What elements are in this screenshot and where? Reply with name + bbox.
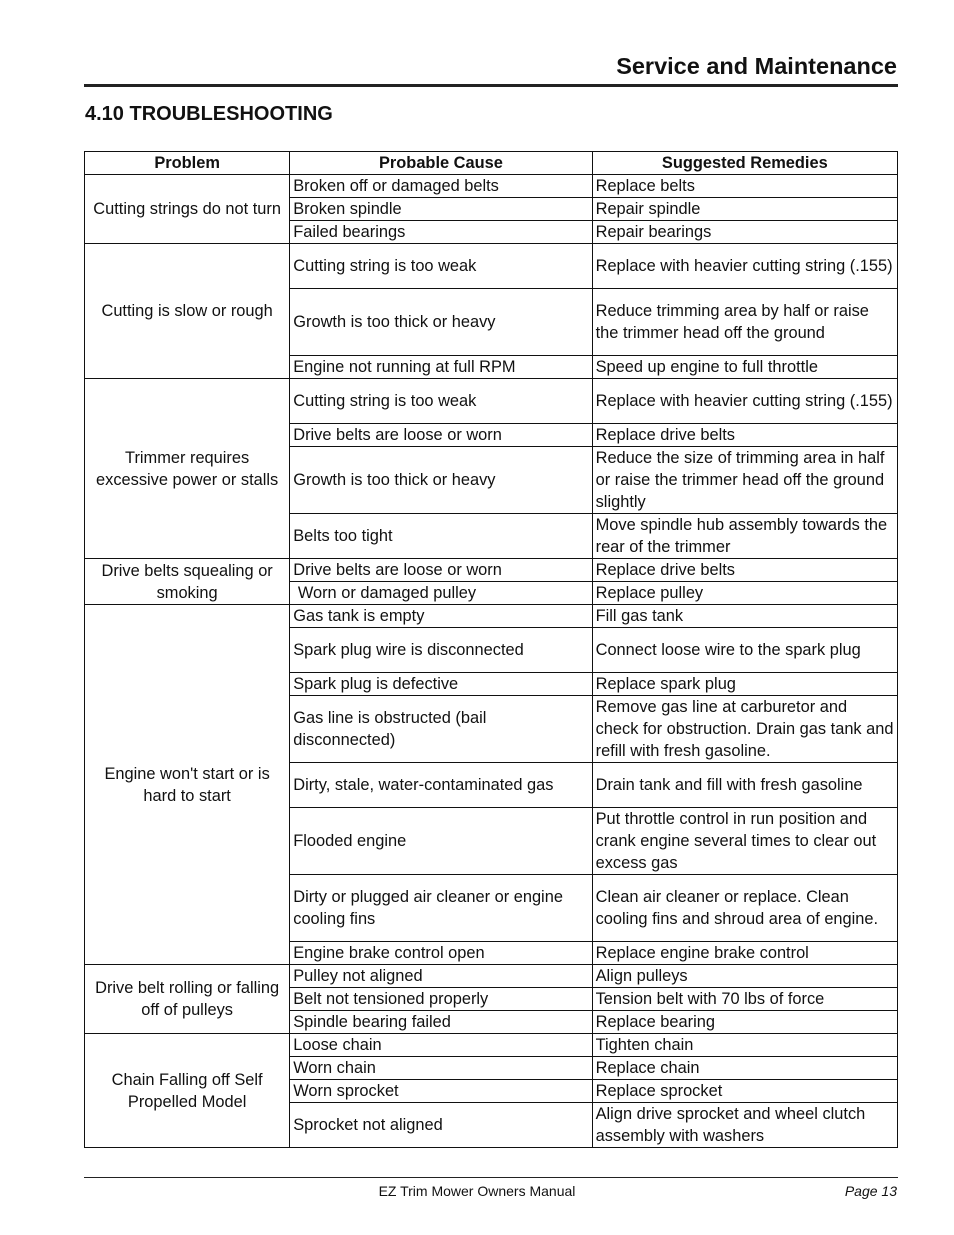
table-body — [85, 175, 898, 1148]
remedy-cell: Replace chain — [592, 1057, 897, 1080]
cause-cell: Loose chain — [290, 1034, 592, 1057]
remedy-cell: Connect loose wire to the spark plug — [592, 628, 897, 673]
cause-cell: Growth is too thick or heavy — [290, 447, 592, 514]
footer-page-number: Page 13 — [844, 1183, 897, 1199]
remedy-cell: Repair spindle — [592, 198, 897, 221]
cause-cell: Cutting string is too weak — [290, 379, 592, 424]
remedy-cell: Replace bearing — [592, 1011, 897, 1034]
cause-cell: Dirty or plugged air cleaner or engine cooling fins — [290, 875, 592, 942]
problem-cell: Trimmer requires excessive power or stalls — [85, 379, 290, 559]
remedy-cell: Put throttle control in run position and crank engine several times to clear out excess gas — [592, 808, 897, 875]
cause-cell: Growth is too thick or heavy — [290, 289, 592, 356]
remedy-cell: Tighten chain — [592, 1034, 897, 1057]
remedy-cell: Replace drive belts — [592, 559, 897, 582]
remedy-cell: Speed up engine to full throttle — [592, 356, 897, 379]
cause-cell: Drive belts are loose or worn — [290, 559, 592, 582]
remedy-cell: Move spindle hub assembly towards the rear of the trimmer — [592, 514, 897, 559]
remedy-cell: Align drive sprocket and wheel clutch assembly with washers — [592, 1103, 897, 1148]
cause-cell: Belt not tensioned properly — [290, 988, 592, 1011]
cause-cell: Spindle bearing failed — [290, 1011, 592, 1034]
cause-cell: Spark plug wire is disconnected — [290, 628, 592, 673]
table-row — [85, 965, 898, 988]
remedy-cell: Replace with heavier cutting string (.155) — [592, 379, 897, 424]
problem-cell: Drive belt rolling or falling off of pulleys — [85, 965, 290, 1034]
remedy-cell: Repair bearings — [592, 221, 897, 244]
table-row — [85, 605, 898, 628]
cause-cell: Belts too tight — [290, 514, 592, 559]
cause-cell: Engine brake control open — [290, 942, 592, 965]
table-header-row — [85, 152, 898, 175]
remedy-cell: Clean air cleaner or replace. Clean cooling fins and shroud area of engine. — [592, 875, 897, 942]
cause-cell: Drive belts are loose or worn — [290, 424, 592, 447]
cause-cell: Worn or damaged pulley — [290, 582, 592, 605]
cause-cell: Cutting string is too weak — [290, 244, 592, 289]
remedy-cell: Drain tank and fill with fresh gasoline — [592, 763, 897, 808]
cause-cell: Broken spindle — [290, 198, 592, 221]
remedy-cell: Replace with heavier cutting string (.155) — [592, 244, 897, 289]
table-row — [85, 175, 898, 198]
remedy-cell: Fill gas tank — [592, 605, 897, 628]
table-row — [85, 1034, 898, 1057]
troubleshooting-table — [84, 151, 898, 1148]
section-title: 4.10 TROUBLESHOOTING — [85, 103, 333, 125]
cause-cell: Flooded engine — [290, 808, 592, 875]
remedy-cell: Replace spark plug — [592, 673, 897, 696]
remedy-cell: Reduce trimming area by half or raise the trimmer head off the ground — [592, 289, 897, 356]
remedy-cell: Tension belt with 70 lbs of force — [592, 988, 897, 1011]
remedy-cell: Replace drive belts — [592, 424, 897, 447]
remedy-cell: Replace pulley — [592, 582, 897, 605]
table-row — [85, 559, 898, 582]
remedy-cell: Align pulleys — [592, 965, 897, 988]
remedy-cell: Remove gas line at carburetor and check for obstruction. Drain gas tank and refill with fresh gasoline. — [592, 696, 897, 763]
footer-rule — [84, 1177, 898, 1178]
cause-cell: Worn sprocket — [290, 1080, 592, 1103]
table-row — [85, 244, 898, 289]
problem-cell: Cutting strings do not turn — [85, 175, 290, 244]
problem-cell: Cutting is slow or rough — [85, 244, 290, 379]
remedy-cell: Replace sprocket — [592, 1080, 897, 1103]
column-header-probable-cause: Probable Cause — [290, 152, 592, 175]
cause-cell: Dirty, stale, water-contaminated gas — [290, 763, 592, 808]
problem-cell: Engine won't start or is hard to start — [85, 605, 290, 965]
remedy-cell: Reduce the size of trimming area in half or raise the trimmer head off the ground slightly — [592, 447, 897, 514]
cause-cell: Gas line is obstructed (bail disconnected) — [290, 696, 592, 763]
column-header-problem: Problem — [85, 152, 290, 175]
cause-cell: Broken off or damaged belts — [290, 175, 592, 198]
cause-cell: Worn chain — [290, 1057, 592, 1080]
remedy-cell: Replace engine brake control — [592, 942, 897, 965]
column-header-suggested-remedies: Suggested Remedies — [592, 152, 897, 175]
cause-cell: Pulley not aligned — [290, 965, 592, 988]
table-row — [85, 379, 898, 424]
cause-cell: Failed bearings — [290, 221, 592, 244]
remedy-cell: Replace belts — [592, 175, 897, 198]
footer-manual-title: EZ Trim Mower Owners Manual — [378, 1183, 576, 1199]
page-header-title: Service and Maintenance — [616, 53, 897, 79]
cause-cell: Engine not running at full RPM — [290, 356, 592, 379]
cause-cell: Sprocket not aligned — [290, 1103, 592, 1148]
header-rule — [84, 84, 898, 87]
cause-cell: Gas tank is empty — [290, 605, 592, 628]
problem-cell: Drive belts squealing or smoking — [85, 559, 290, 605]
problem-cell: Chain Falling off Self Propelled Model — [85, 1034, 290, 1148]
cause-cell: Spark plug is defective — [290, 673, 592, 696]
